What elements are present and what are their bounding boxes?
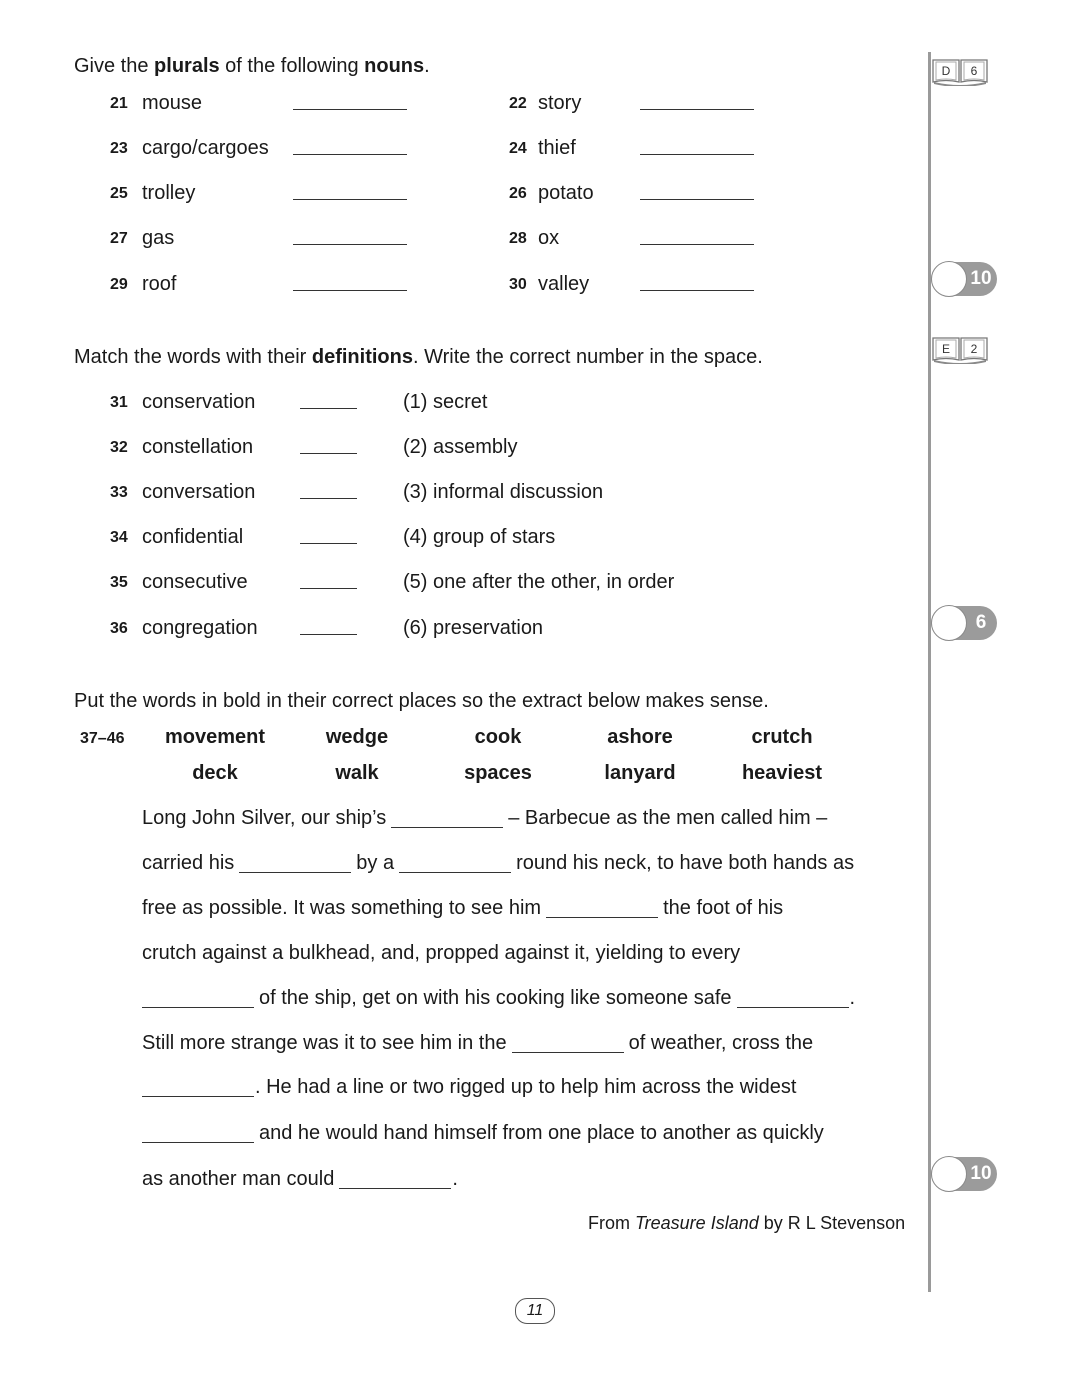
answer-blank[interactable]	[293, 109, 407, 110]
answer-blank[interactable]	[142, 987, 254, 1008]
item-word: thief	[538, 137, 576, 159]
definition-text: (4) group of stars	[403, 526, 556, 548]
item-word: story	[538, 92, 582, 114]
extract-line: free as possible. It was something to see him the foot of his	[142, 897, 784, 919]
item-word: potato	[538, 182, 594, 204]
answer-blank[interactable]	[339, 1168, 451, 1189]
answer-blank[interactable]	[546, 897, 658, 918]
item-number: 21	[110, 95, 128, 112]
answer-blank[interactable]	[300, 634, 357, 635]
item-number: 31	[110, 394, 128, 411]
item-number: 29	[110, 276, 128, 293]
answer-blank[interactable]	[293, 290, 407, 291]
answer-blank[interactable]	[737, 987, 849, 1008]
extract-line: of the ship, get on with his cooking like someone safe .	[142, 987, 855, 1010]
plurals-instruction: Give the plurals of the following nouns.	[74, 55, 430, 77]
word-bank-item: lanyard	[604, 762, 676, 784]
answer-blank[interactable]	[142, 1076, 254, 1097]
extract-line: Long John Silver, our ship’s – Barbecue as the men called him –	[142, 807, 828, 829]
answer-blank[interactable]	[293, 244, 407, 245]
definitions-instruction: Match the words with their definitions. Write the correct number in the space.	[74, 346, 763, 368]
score-box-plurals	[931, 261, 997, 297]
extract-instruction: Put the words in bold in their correct places so the extract below makes sense.	[74, 690, 769, 712]
word-bank-item: crutch	[751, 726, 813, 748]
definition-text: (1) secret	[403, 391, 488, 413]
item-word: valley	[538, 273, 590, 295]
item-word: constellation	[142, 436, 254, 458]
answer-blank[interactable]	[300, 588, 357, 589]
item-number: 28	[509, 230, 527, 247]
word-bank-item: spaces	[464, 762, 532, 784]
answer-blank[interactable]	[300, 543, 357, 544]
item-word: congregation	[142, 617, 258, 639]
answer-blank[interactable]	[293, 154, 407, 155]
item-word: gas	[142, 227, 175, 249]
extract-line: . He had a line or two rigged up to help him across the widest	[142, 1076, 796, 1099]
item-word: roof	[142, 273, 177, 295]
item-word: consecutive	[142, 571, 248, 593]
item-word: cargo/cargoes	[142, 137, 269, 159]
book-code-number: 2	[970, 342, 978, 356]
score-entry-circle[interactable]	[931, 1156, 967, 1192]
score-box-definitions	[931, 605, 997, 641]
score-total: 10	[970, 1163, 992, 1184]
word-bank-item: walk	[335, 762, 379, 784]
item-number: 26	[509, 185, 527, 202]
page-number: 11	[515, 1298, 555, 1324]
word-bank-item: movement	[164, 726, 266, 748]
definition-text: (2) assembly	[403, 436, 518, 458]
item-number: 35	[110, 574, 128, 591]
answer-blank[interactable]	[512, 1032, 624, 1053]
word-bank-item: ashore	[607, 726, 673, 748]
item-number: 32	[110, 439, 128, 456]
answer-blank[interactable]	[300, 408, 357, 409]
book-code-letter: E	[941, 342, 951, 356]
definition-text: (3) informal discussion	[403, 481, 604, 503]
extract-line: crutch against a bulkhead, and, propped against it, yielding to every	[142, 942, 741, 964]
item-number: 27	[110, 230, 128, 247]
item-number: 34	[110, 529, 128, 546]
item-range: 37–46	[80, 730, 125, 747]
answer-blank[interactable]	[391, 807, 503, 828]
answer-blank[interactable]	[142, 1122, 254, 1143]
score-total: 6	[975, 612, 987, 633]
score-entry-circle[interactable]	[931, 605, 967, 641]
extract-line: as another man could .	[142, 1168, 458, 1190]
definition-text: (5) one after the other, in order	[403, 571, 675, 593]
answer-blank[interactable]	[640, 244, 754, 245]
score-box-extract	[931, 1156, 997, 1192]
book-icon	[930, 334, 990, 364]
answer-blank[interactable]	[640, 109, 754, 110]
item-word: mouse	[142, 92, 203, 114]
answer-blank[interactable]	[239, 852, 351, 873]
item-number: 30	[509, 276, 527, 293]
source-credit: From Treasure Island by R L Stevenson	[588, 1213, 906, 1233]
item-number: 25	[110, 185, 128, 202]
item-number: 36	[110, 620, 128, 637]
word-bank-item: heaviest	[741, 762, 823, 784]
answer-blank[interactable]	[399, 852, 511, 873]
score-entry-circle[interactable]	[931, 261, 967, 297]
extract-line: Still more strange was it to see him in the of weather, cross the	[142, 1032, 814, 1054]
answer-blank[interactable]	[293, 199, 407, 200]
answer-blank[interactable]	[640, 199, 754, 200]
score-total: 10	[970, 268, 992, 289]
book-icon	[930, 56, 990, 86]
answer-blank[interactable]	[640, 154, 754, 155]
extract-line: and he would hand himself from one place to another as quickly	[142, 1122, 824, 1145]
item-number: 23	[110, 140, 128, 157]
extract-line: carried his by a round his neck, to have both hands as	[142, 852, 855, 874]
book-code-number: 6	[970, 64, 978, 78]
item-word: trolley	[142, 182, 196, 204]
word-bank-item: deck	[192, 762, 238, 784]
definition-text: (6) preservation	[403, 617, 544, 639]
item-word: conversation	[142, 481, 256, 503]
answer-blank[interactable]	[300, 498, 357, 499]
item-number: 22	[509, 95, 527, 112]
answer-blank[interactable]	[640, 290, 754, 291]
item-word: conservation	[142, 391, 256, 413]
item-word: ox	[538, 227, 560, 249]
item-number: 24	[509, 140, 527, 157]
book-code-letter: D	[941, 64, 951, 78]
word-bank-item: wedge	[325, 726, 389, 748]
item-word: confidential	[142, 526, 244, 548]
margin-rule	[928, 52, 931, 1292]
item-number: 33	[110, 484, 128, 501]
answer-blank[interactable]	[300, 453, 357, 454]
word-bank-item: cook	[474, 726, 522, 748]
